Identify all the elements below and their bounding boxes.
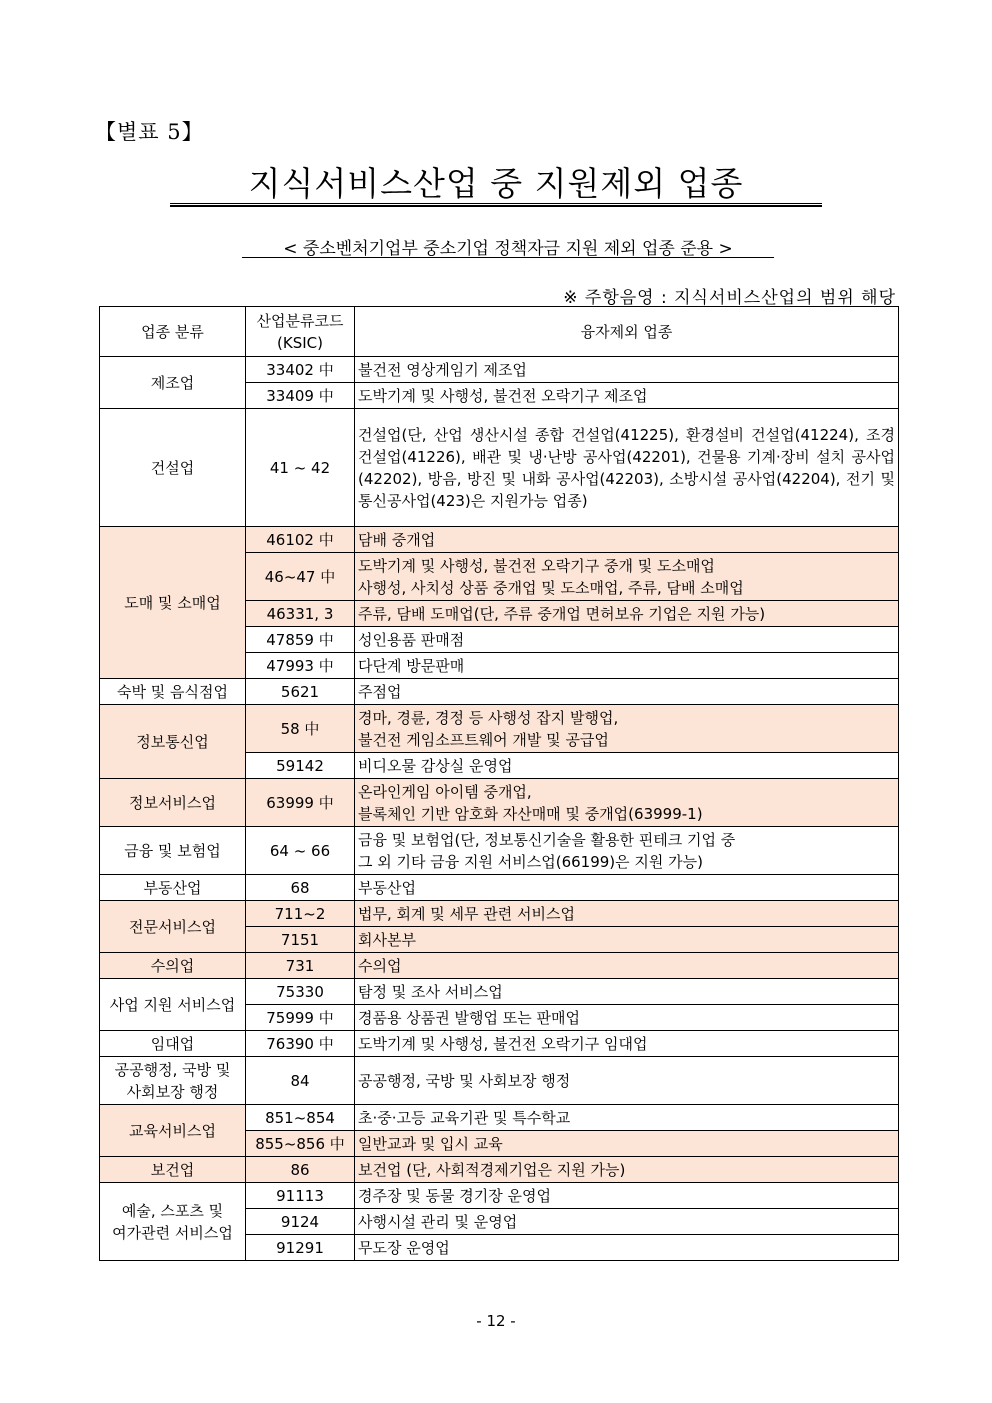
desc-cell: 경주장 및 동물 경기장 운영업 xyxy=(355,1183,899,1209)
header-code-line1: 산업분류코드 xyxy=(256,311,344,330)
page-title: 지식서비스산업 중 지원제외 업종 xyxy=(248,164,744,203)
desc-cell: 건설업(단, 산업 생산시설 종합 건설업(41225), 환경설비 건설업(41224), 조경 건설업(41226), 배관 및 냉·난방 공사업(42201), 건물용 기계·장비 설치 공사업(42202), 방음, 방진 및 내화 공사업(42203), 소방시설 공사업(42204), 전기 및 통신공사업(423)은 지원가능 업종) xyxy=(355,409,899,527)
category-cell: 도매 및 소매업 xyxy=(100,527,246,679)
code-cell: 76390 中 xyxy=(246,1031,355,1057)
code-cell: 33409 中 xyxy=(246,383,355,409)
subtitle: < 중소벤처기업부 중소기업 정책자금 지원 제외 업종 준용 > xyxy=(283,239,733,259)
category-cell: 임대업 xyxy=(100,1031,246,1057)
desc-cell: 탐정 및 조사 서비스업 xyxy=(355,979,899,1005)
code-cell: 75330 xyxy=(246,979,355,1005)
category-cell: 수의업 xyxy=(100,953,246,979)
code-cell: 7151 xyxy=(246,927,355,953)
category-cell: 예술, 스포츠 및 여가관련 서비스업 xyxy=(100,1183,246,1261)
table-row xyxy=(100,1183,899,1209)
title-underline xyxy=(170,203,822,207)
desc-cell: 온라인게임 아이템 중개업, 블록체인 기반 암호화 자산매매 및 중개업(63999-1) xyxy=(355,779,899,827)
desc-cell: 다단계 방문판매 xyxy=(355,653,899,679)
table-row xyxy=(100,875,899,901)
code-cell: 58 中 xyxy=(246,705,355,753)
desc-cell: 초·중·고등 교육기관 및 특수학교 xyxy=(355,1105,899,1131)
table-row xyxy=(100,779,899,827)
appendix-tag: 【별표 5】 xyxy=(95,120,204,144)
code-cell: 855~856 中 xyxy=(246,1131,355,1157)
code-cell: 63999 中 xyxy=(246,779,355,827)
desc-cell: 회사본부 xyxy=(355,927,899,953)
header-category: 업종 분류 xyxy=(100,307,246,357)
code-cell: 59142 xyxy=(246,753,355,779)
desc-cell: 일반교과 및 입시 교육 xyxy=(355,1131,899,1157)
desc-cell: 경품용 상품권 발행업 또는 판매업 xyxy=(355,1005,899,1031)
desc-cell: 주류, 담배 도매업(단, 주류 중개업 면허보유 기업은 지원 가능) xyxy=(355,601,899,627)
page-number: - 12 - xyxy=(476,1312,516,1330)
desc-cell: 수의업 xyxy=(355,953,899,979)
code-cell: 33402 中 xyxy=(246,357,355,383)
code-cell: 851~854 xyxy=(246,1105,355,1131)
code-cell: 731 xyxy=(246,953,355,979)
code-cell: 5621 xyxy=(246,679,355,705)
table-row xyxy=(100,953,899,979)
desc-cell: 도박기계 및 사행성, 불건전 오락기구 제조업 xyxy=(355,383,899,409)
category-cell: 정보서비스업 xyxy=(100,779,246,827)
desc-cell: 법무, 회계 및 세무 관련 서비스업 xyxy=(355,901,899,927)
table-row xyxy=(100,409,899,527)
category-cell: 금융 및 보험업 xyxy=(100,827,246,875)
category-cell: 전문서비스업 xyxy=(100,901,246,953)
code-cell: 711~2 xyxy=(246,901,355,927)
header-code xyxy=(246,307,355,357)
desc-cell: 경마, 경륜, 경정 등 사행성 잡지 발행업, 불건전 게임소프트웨어 개발 및 공급업 xyxy=(355,705,899,753)
desc-cell: 불건전 영상게임기 제조업 xyxy=(355,357,899,383)
header-excluded: 융자제외 업종 xyxy=(355,307,899,357)
code-cell: 9124 xyxy=(246,1209,355,1235)
desc-cell: 주점업 xyxy=(355,679,899,705)
table-row xyxy=(100,357,899,383)
table-row xyxy=(100,979,899,1005)
desc-cell: 사행시설 관리 및 운영업 xyxy=(355,1209,899,1235)
subtitle-underline xyxy=(242,257,774,258)
code-cell: 47859 中 xyxy=(246,627,355,653)
category-cell: 공공행정, 국방 및 사회보장 행정 xyxy=(100,1057,246,1105)
table-row xyxy=(100,527,899,553)
code-cell: 41 ~ 42 xyxy=(246,409,355,527)
desc-cell: 도박기계 및 사행성, 불건전 오락기구 중개 및 도소매업 사행성, 사치성 상품 중개업 및 도소매업, 주류, 담배 소매업 xyxy=(355,553,899,601)
code-cell: 46331, 3 xyxy=(246,601,355,627)
code-cell: 64 ~ 66 xyxy=(246,827,355,875)
desc-cell: 보건업 (단, 사회적경제기업은 지원 가능) xyxy=(355,1157,899,1183)
desc-cell: 무도장 운영업 xyxy=(355,1235,899,1261)
table-row xyxy=(100,1031,899,1057)
code-cell: 91291 xyxy=(246,1235,355,1261)
table-row xyxy=(100,827,899,875)
category-cell: 숙박 및 음식점업 xyxy=(100,679,246,705)
category-cell: 보건업 xyxy=(100,1157,246,1183)
code-cell: 91113 xyxy=(246,1183,355,1209)
desc-cell: 금융 및 보험업(단, 정보통신기술을 활용한 핀테크 기업 중 그 외 기타 금융 지원 서비스업(66199)은 지원 가능) xyxy=(355,827,899,875)
category-cell: 정보통신업 xyxy=(100,705,246,779)
table-row xyxy=(100,1105,899,1131)
table-row xyxy=(100,901,899,927)
shading-note: ※ 주항음영 : 지식서비스산업의 범위 해당 xyxy=(563,288,896,308)
table-row xyxy=(100,679,899,705)
category-cell: 부동산업 xyxy=(100,875,246,901)
excluded-industries-table xyxy=(99,306,899,1261)
desc-cell: 공공행정, 국방 및 사회보장 행정 xyxy=(355,1057,899,1105)
category-cell: 제조업 xyxy=(100,357,246,409)
code-cell: 47993 中 xyxy=(246,653,355,679)
category-cell: 교육서비스업 xyxy=(100,1105,246,1157)
desc-cell: 담배 중개업 xyxy=(355,527,899,553)
table-row xyxy=(100,705,899,753)
code-cell: 46~47 中 xyxy=(246,553,355,601)
code-cell: 46102 中 xyxy=(246,527,355,553)
table-row xyxy=(100,1157,899,1183)
desc-cell: 비디오물 감상실 운영업 xyxy=(355,753,899,779)
table-row xyxy=(100,1057,899,1105)
desc-cell: 도박기계 및 사행성, 불건전 오락기구 임대업 xyxy=(355,1031,899,1057)
code-cell: 84 xyxy=(246,1057,355,1105)
code-cell: 68 xyxy=(246,875,355,901)
category-cell: 건설업 xyxy=(100,409,246,527)
desc-cell: 성인용품 판매점 xyxy=(355,627,899,653)
category-cell: 사업 지원 서비스업 xyxy=(100,979,246,1031)
code-cell: 75999 中 xyxy=(246,1005,355,1031)
code-cell: 86 xyxy=(246,1157,355,1183)
header-code-line2: (KSIC) xyxy=(277,333,323,352)
desc-cell: 부동산업 xyxy=(355,875,899,901)
